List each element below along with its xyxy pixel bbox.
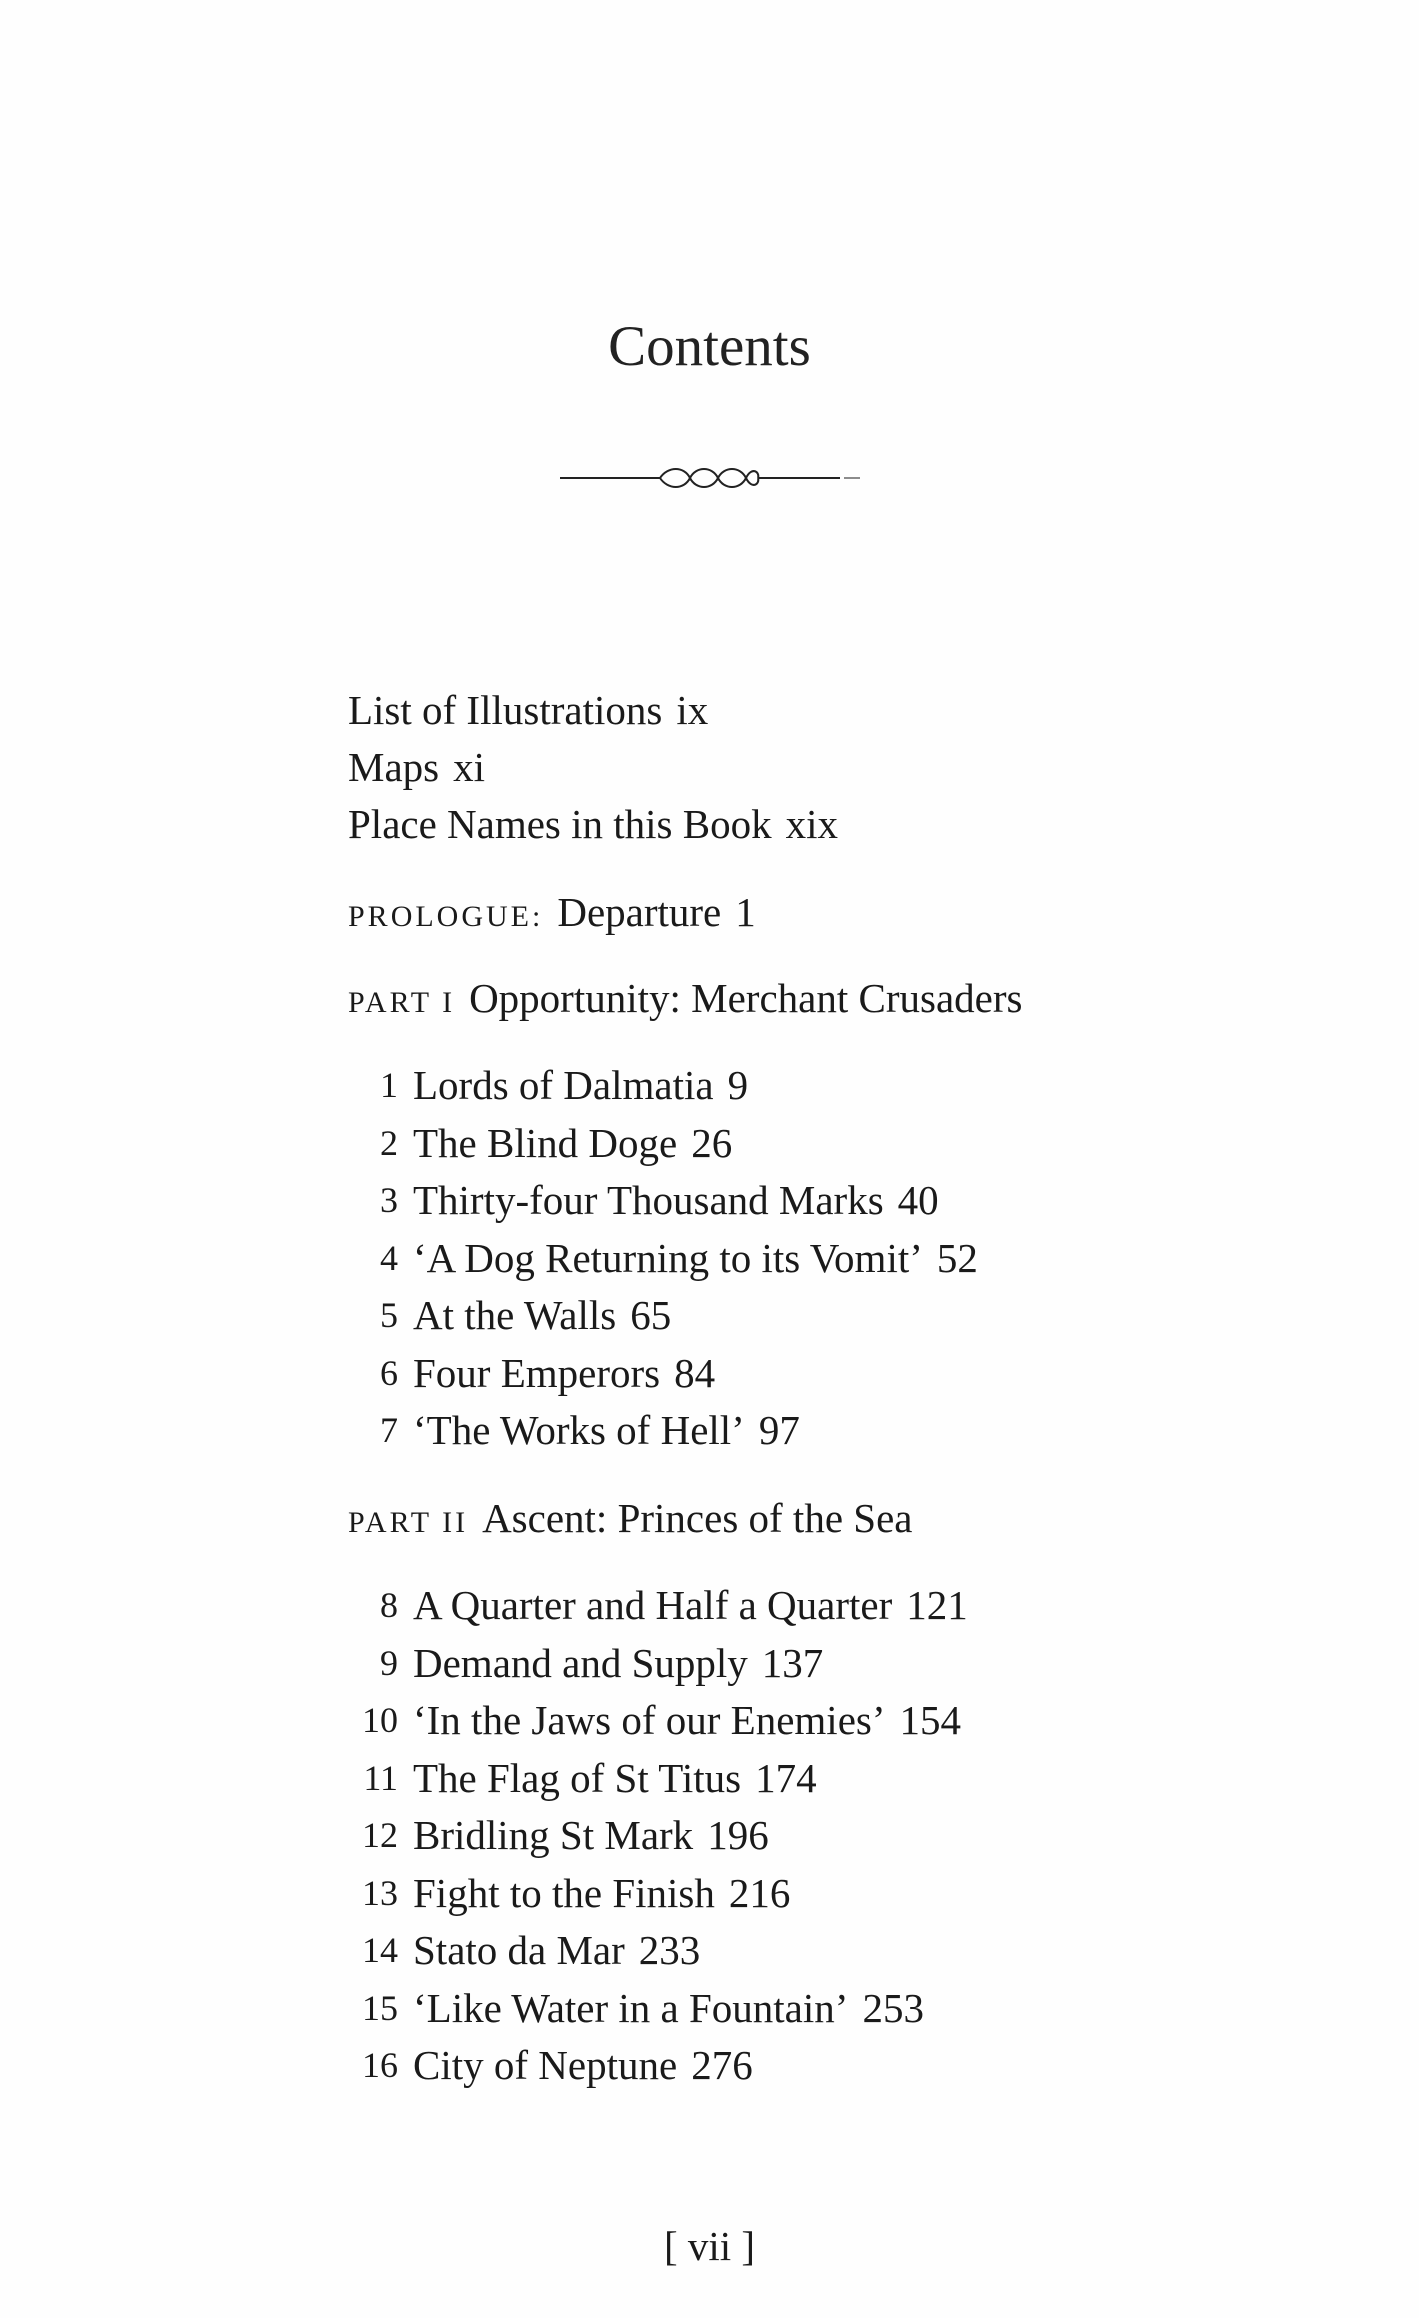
chapter-entry[interactable]	[348, 1635, 968, 1693]
prologue-entry[interactable]	[348, 884, 756, 945]
chapter-page: 26	[691, 1119, 733, 1166]
chapter-page: 233	[638, 1927, 701, 1973]
page-folio: [ vii ]	[663, 2223, 756, 2269]
chapter-entry[interactable]	[348, 1287, 978, 1345]
chapter-page: 253	[862, 1984, 924, 2031]
chapter-entry[interactable]	[348, 1692, 968, 1750]
chapter-number: 3	[380, 1180, 398, 1220]
part-title: Opportunity: Merchant Crusaders	[469, 975, 1023, 1021]
prologue-title: Departure	[557, 889, 722, 935]
chapter-page: 154	[899, 1697, 962, 1743]
part-heading	[348, 1490, 912, 1551]
chapter-title: A Quarter and Half a Quarter	[413, 1582, 893, 1628]
chapter-page: 40	[897, 1177, 939, 1223]
chapter-number: 9	[380, 1642, 398, 1683]
prologue-page: 1	[735, 889, 756, 935]
chapter-title: Fight to the Finish	[413, 1869, 715, 1916]
chapter-number: 4	[380, 1237, 398, 1278]
chapter-number: 13	[362, 1872, 398, 1913]
toc-entry-title: Maps	[348, 744, 440, 790]
chapter-title: ‘Like Water in a Fountain’	[413, 1984, 849, 2031]
chapter-number: 2	[380, 1122, 398, 1163]
chapter-entry[interactable]	[348, 2037, 968, 2095]
chapter-title: ‘In the Jaws of our Enemies’	[413, 1697, 886, 1743]
chapter-entry[interactable]	[348, 1807, 968, 1865]
chapter-title: Bridling St Mark	[413, 1812, 694, 1858]
chapter-title: Stato da Mar	[413, 1927, 625, 1973]
toc-entry-page: xi	[453, 744, 486, 790]
chapter-page: 97	[758, 1407, 800, 1453]
chapter-entry[interactable]	[348, 1980, 968, 2038]
chapter-title: At the Walls	[413, 1292, 617, 1338]
chapter-entry[interactable]	[348, 1230, 978, 1288]
chapter-page: 9	[727, 1062, 749, 1108]
toc-entry[interactable]	[348, 796, 838, 853]
chapter-entry[interactable]	[348, 1865, 968, 1923]
chapter-title: City of Neptune	[413, 2042, 678, 2088]
chapter-entry[interactable]	[348, 1577, 968, 1635]
chapter-number: 15	[362, 1987, 398, 2028]
chapter-page: 137	[761, 1639, 824, 1686]
toc-entry-page: ix	[676, 687, 709, 733]
toc-entry-title: List of Illustrations	[348, 687, 663, 733]
ornament-rule-icon	[560, 458, 870, 498]
chapter-number: 5	[380, 1295, 398, 1335]
chapter-number: 8	[380, 1585, 398, 1625]
toc-entry[interactable]	[348, 682, 838, 739]
chapter-page: 196	[707, 1812, 769, 1858]
page-title: Contents	[608, 315, 811, 378]
chapter-entry[interactable]	[348, 1922, 968, 1980]
part1-chapter-list	[348, 1057, 978, 1460]
front-matter-list	[348, 682, 838, 853]
chapter-number: 7	[380, 1410, 398, 1450]
chapter-number: 10	[362, 1700, 398, 1740]
part-label: PART II	[348, 1506, 469, 1539]
chapter-number: 1	[380, 1065, 398, 1105]
chapter-title: The Blind Doge	[413, 1119, 678, 1166]
part-heading	[348, 970, 1022, 1031]
chapter-entry[interactable]	[348, 1172, 978, 1230]
chapter-title: Lords of Dalmatia	[413, 1062, 714, 1108]
chapter-title: The Flag of St Titus	[413, 1754, 742, 1801]
chapter-entry[interactable]	[348, 1345, 978, 1403]
prologue-label: PROLOGUE:	[348, 900, 544, 933]
chapter-page: 84	[674, 1349, 716, 1396]
chapter-title: Thirty-four Thousand Marks	[413, 1177, 884, 1223]
chapter-number: 12	[362, 1815, 398, 1855]
chapter-title: ‘A Dog Returning to its Vomit’	[413, 1234, 923, 1281]
chapter-number: 14	[362, 1930, 398, 1970]
part2-chapter-list	[348, 1577, 968, 2095]
chapter-entry[interactable]	[348, 1115, 978, 1173]
chapter-title: Four Emperors	[413, 1349, 661, 1396]
toc-entry[interactable]	[348, 739, 838, 796]
toc-entry-title: Place Names in this Book	[348, 801, 772, 847]
chapter-page: 216	[728, 1869, 791, 1916]
chapter-page: 276	[691, 2042, 753, 2088]
chapter-number: 11	[363, 1757, 398, 1798]
chapter-page: 65	[630, 1292, 672, 1338]
chapter-entry[interactable]	[348, 1750, 968, 1808]
chapter-entry[interactable]	[348, 1057, 978, 1115]
chapter-page: 52	[936, 1234, 978, 1281]
chapter-page: 174	[755, 1754, 817, 1801]
part-title: Ascent: Princes of the Sea	[482, 1495, 913, 1541]
chapter-number: 6	[380, 1352, 398, 1393]
chapter-title: Demand and Supply	[413, 1639, 748, 1686]
part-label: PART I	[348, 986, 456, 1019]
chapter-entry[interactable]	[348, 1402, 978, 1460]
chapter-title: ‘The Works of Hell’	[413, 1407, 745, 1453]
chapter-page: 121	[906, 1582, 968, 1628]
chapter-number: 16	[362, 2045, 398, 2085]
toc-entry-page: xix	[785, 801, 839, 847]
